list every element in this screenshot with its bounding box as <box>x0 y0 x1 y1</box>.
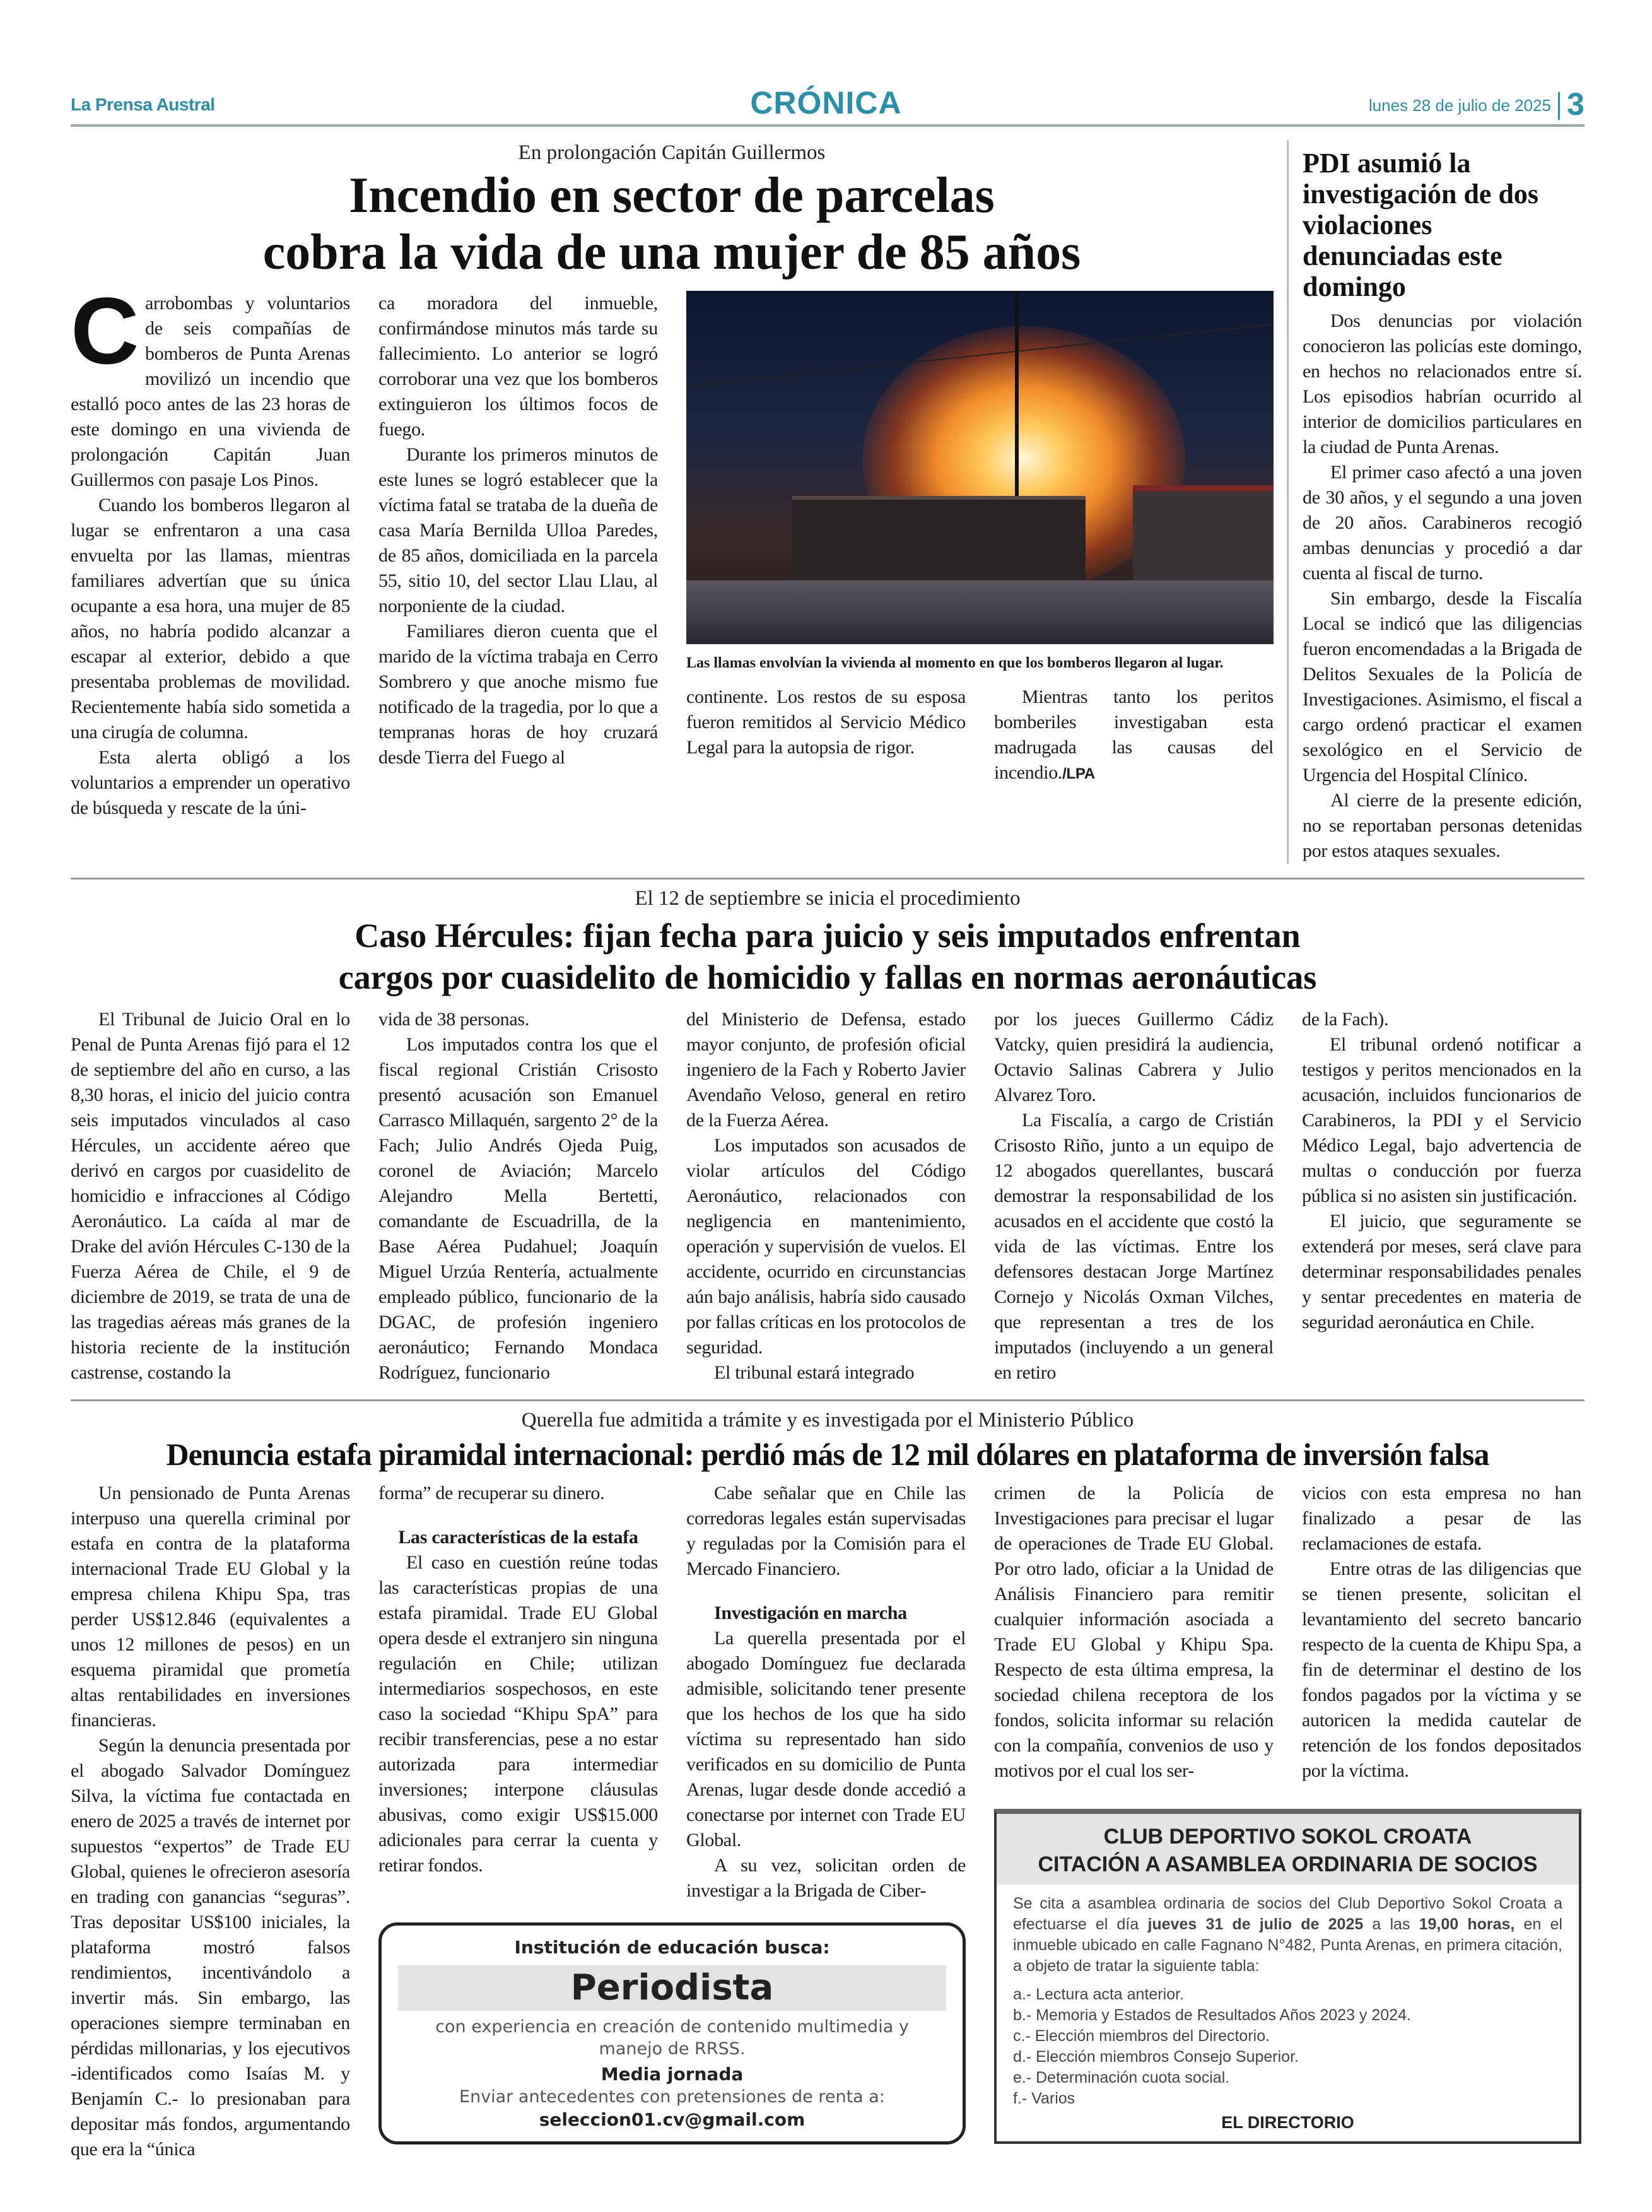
paragraph-text: de la Fach). <box>1302 1009 1389 1030</box>
hercules-headline-line: cargos por cuasidelito de homicidio y fallas en normas aeronáuticas <box>338 958 1317 996</box>
hercules-article <box>71 886 1585 1385</box>
column-text <box>994 1481 1274 1784</box>
estafa-article <box>71 1408 1585 2162</box>
paragraph <box>1302 1481 1581 1556</box>
column-text <box>686 685 966 760</box>
section-divider <box>71 878 1585 880</box>
paragraph-text: A su vez, solicitan orden de investigar a la Brigada de Ciber- <box>686 1855 966 1901</box>
hercules-headline-line: Caso Hércules: fijan fecha para juicio y seis imputados enfrentan <box>354 917 1301 955</box>
paragraph-text: vicios con esta empresa no han finalizado a pesar de las reclamaciones de estafa. <box>1302 1483 1581 1554</box>
fire-article <box>71 140 1273 821</box>
paragraph-text: El Tribunal de Juicio Oral en lo Penal de Punta Arenas fijó para el 12 de septiembre del año en curso, a las 8,30 horas, el inicio del juicio contra seis imputados vinculados al caso Hércules, un accidente aéreo que derivó en cargos por cuasidelito de homicidio e infracciones al Código Aeronáutico. La caída al mar de Drake del avión Hércules C-130 de la Fuerza Aérea de Chile, el 9 de diciembre de 2019, se trata de una de las tragedias aéreas más granes de la historia reciente de la institución castrense, costando la <box>71 1009 350 1383</box>
drop-cap: C <box>71 278 139 384</box>
column-text <box>686 1007 966 1385</box>
fire-column <box>994 685 1274 787</box>
estafa-kicker: Querella fue admitida a trámite y es investigada por el Ministerio Público <box>521 1409 1134 1432</box>
notice-subtitle: CITACIÓN A ASAMBLEA ORDINARIA DE SOCIOS <box>1038 1852 1538 1876</box>
column-text <box>378 291 658 770</box>
hercules-column <box>686 1007 966 1385</box>
estafa-column <box>1302 1481 1581 1784</box>
column-text <box>71 1481 350 2162</box>
burning-house <box>792 496 1086 592</box>
paragraph-text: Durante los primeros minutos de este lunes se logró establecer que la víctima fatal se trataba de la dueña de casa María Bernilda Ulloa Paredes, de 85 años, domiciliada en la parcela 55, sitio 10, del sector Llau Llau, al norponiente de la ciudad. <box>378 444 658 617</box>
section-divider <box>71 1399 1585 1401</box>
notice-text: a las <box>1363 1915 1419 1933</box>
paragraph-text: vida de 38 personas. <box>378 1009 529 1030</box>
paragraph <box>1302 1007 1581 1032</box>
paragraph <box>686 1133 966 1360</box>
estafa-column <box>378 1481 658 1878</box>
fire-headline-line: Incendio en sector de parcelas <box>349 168 995 223</box>
agenda-item: a.- Lectura acta anterior. <box>1013 1986 1184 2003</box>
notice-date: jueves 31 de julio de 2025 <box>1147 1915 1364 1933</box>
paragraph-text: Entre otras de las diligencias que se tienen presente, solicitan el levantamiento del secreto bancario respecto de la cuenta de Khipu Spa, a fin de determinar el destino de los fondos pagados por la víctima y se autoricen la medida cautelar de retención de los fondos depositados por la víctima. <box>1302 1558 1581 1781</box>
ground <box>686 580 1274 644</box>
paragraph-text: Los imputados son acusados de violar artículos del Código Aeronáutico, relacionados con negligencia en mantenimiento, operación y supervisión de vuelos. El accidente, ocurrido en circunstancias aún bajo análisis, habría sido causado por fallas críticas en los protocolos de seguridad. <box>686 1135 966 1358</box>
estafa-column <box>71 1481 350 2162</box>
hercules-kicker: El 12 de septiembre se inicia el procedimiento <box>635 887 1021 910</box>
paragraph-text: Sin embargo, desde la Fiscalía Local se indicó que las diligencias fueron encomendadas a la Brigada de Delitos Sexuales de la Policía de Investigaciones. Asimismo, el fiscal a cargo ordenó practicar el examen sexológico en el Servicio de Urgencia del Hospital Clínico. <box>1303 588 1582 785</box>
paragraph <box>1303 788 1582 864</box>
sidebar-column <box>1303 309 1582 864</box>
job-ad-schedule: Media jornada <box>600 2064 744 2085</box>
top-section <box>71 140 1585 864</box>
estafa-middle <box>378 1481 966 2144</box>
hercules-headline <box>71 915 1585 998</box>
hercules-column <box>994 1007 1274 1385</box>
agenda-list <box>997 1977 1579 2109</box>
job-ad-description: con experiencia en creación de contenido multimedia y manejo de RRSS. <box>435 2017 909 2059</box>
estafa-column <box>994 1481 1274 1784</box>
paragraph <box>686 1853 966 1903</box>
paragraph-text: El juicio, que seguramente se extenderá por meses, será clave para determinar responsabilidades penales y sentar precedentes en materia de seguridad aeronáutica en Chile. <box>1302 1211 1581 1332</box>
paragraph <box>686 1626 966 1853</box>
assembly-notice <box>994 1809 1581 2144</box>
column-text <box>686 1481 966 1903</box>
fire-headline-line: cobra la vida de una mujer de 85 años <box>262 224 1081 280</box>
fire-lower-columns <box>686 685 1274 787</box>
notice-text: en el inmueble ubicado en calle Fagnano N°482, Punta Arenas, en primera citación, a objeto de tratar la siguiente tabla: <box>1013 1915 1562 1975</box>
paragraph <box>686 1007 966 1133</box>
agenda-item: b.- Memoria y Estados de Resultados Años 2023 y 2024. <box>1013 2006 1411 2024</box>
newspaper-brand: La Prensa Austral <box>71 95 215 114</box>
job-ad-instructions: Enviar antecedentes con pretensiones de renta a: <box>459 2087 885 2107</box>
paragraph <box>71 1481 350 1733</box>
paragraph-text: continente. Los restos de su esposa fueron remitidos al Servicio Médico Legal para la autopsia de rigor. <box>686 686 966 758</box>
sidebar-article <box>1303 140 1582 864</box>
paragraph-text: Al cierre de la presente edición, no se reportaban personas detenidas por estos ataques sexuales. <box>1303 790 1582 861</box>
paragraph-text: Un pensionado de Punta Arenas interpuso una querella criminal por estafa en contra de la plataforma internacional Trade EU Global y la empresa chilena Khipu Spa, tras perder US$12.846 (equivalentes a unos 12 millones de pesos) en un esquema piramidal que prometía altas rentabilidades en inversiones financieras. <box>71 1483 350 1731</box>
paragraph-text: Los imputados contra los que el fiscal regional Cristián Crisosto presentó acusación son Emanuel Carrasco Millaquén, sargento 2° de la Fach; Julio Andrés Ojeda Puig, coronel de Aviación; Marcelo Alejandro Mella Bertetti, comandante de Escuadrilla, de la Base Aérea Pudahuel; Joaquín Miguel Urzúa Rentería, actualmente empleado público, funcionario de la DGAC, de profesión ingeniero aeronáutico; Fernando Mondaca Rodríguez, funcionario <box>378 1034 658 1383</box>
fire-kicker: En prolongación Capitán Guillermos <box>518 141 826 164</box>
subheading: Investigación en marcha <box>714 1603 907 1623</box>
estafa-headline: Denuncia estafa piramidal internacional: perdió más de 12 mil dólares en plataforma de inversión falsa <box>166 1437 1489 1472</box>
estafa-column <box>686 1481 966 1903</box>
fire-column <box>378 291 658 770</box>
agenda-item: e.- Determinación cuota social. <box>1013 2069 1230 2086</box>
column-text <box>1303 309 1582 864</box>
subheading: Las características de la estafa <box>398 1527 638 1548</box>
hercules-column <box>71 1007 350 1385</box>
job-ad <box>378 1922 966 2144</box>
notice-header <box>997 1814 1579 1885</box>
paragraph <box>378 1550 658 1878</box>
paragraph <box>71 1733 350 2162</box>
paragraph-text: Esta alerta obligó a los voluntarios a emprender un operativo de búsqueda y rescate de la úni- <box>71 747 350 819</box>
paragraph-text: Cuando los bomberos llegaron al lugar se enfrentaron a una casa envuelta por las llamas, mientras familiares advertían que su única ocupante a esa hora, una mujer de 85 años, no habría podido alcanzar a escapar al exterior, debido a que presentaba problemas de movilidad. Recientemente había sido sometida a una cirugía de columna. <box>71 495 350 743</box>
paragraph-text: El caso en cuestión reúne todas las características propias de una estafa piramidal. Trade EU Global opera desde el extranjero sin ninguna regulación en Chile; utilizan intermediarios sospechosos, en este caso la sociedad “Khipu SpA” para recibir transferencias, pese a no estar autorizada para intermediar inversiones; interpone cláusulas abusivas, como exigir US$15.000 adicionales para cerrar la cuenta y retirar fondos. <box>378 1552 658 1876</box>
estafa-body <box>71 1481 1585 2162</box>
column-text <box>1302 1007 1581 1335</box>
column-text <box>71 1007 350 1385</box>
paragraph-text: Según la denuncia presentada por el abogado Salvador Domínguez Silva, la víctima fue contactada en enero de 2025 a través de internet por supuestos “expertos” de Trade EU Global, quienes le ofrecieron asesoría en trading con ganancias “seguras”. Tras depositar US$100 iniciales, la plataforma mostró falsos rendimientos, incentivándolo a invertir más. Sin embargo, las operaciones siempre terminaban en pérdidas millonarias, y los ejecutivos -identificados como Isaías M. y Benjamín C.- lo presionaban para depositar más fondos, argumentando que era la “única <box>71 1735 350 2160</box>
paragraph <box>1302 1209 1581 1335</box>
page-body <box>71 140 1585 2162</box>
paragraph <box>71 493 350 745</box>
paragraph-text: La Fiscalía, a cargo de Cristián Crisosto Riño, junto a un equipo de 12 abogados querellantes, buscará demostrar la responsabilidad de los acusados en el accidente que costó la vida de las víctimas. Entre los defensores destacan Jorge Martínez Cornejo y Nicolás Oxman Vilches, que representan a tres de los imputados (incluyendo a un general en retiro <box>994 1110 1274 1383</box>
fire-column <box>686 685 966 760</box>
notice-signature: EL DIRECTORIO <box>1221 2113 1354 2132</box>
fire-photo-block <box>686 291 1274 787</box>
page-number: 3 <box>1567 86 1585 122</box>
paragraph <box>1303 309 1582 460</box>
paragraph-text: forma” de recuperar su dinero. <box>378 1483 605 1503</box>
job-ad-lead: Institución de educación busca: <box>514 1937 830 1958</box>
paragraph <box>686 685 966 760</box>
notice-title: CLUB DEPORTIVO SOKOL CROATA <box>1103 1825 1472 1849</box>
paragraph-text: El primer caso afectó a una joven de 30 años, y el segundo a una joven de 20 años. Carabineros recogió ambas denuncias y procedió a dar cuenta al fiscal de turno. <box>1303 462 1582 584</box>
paragraph <box>1303 586 1582 788</box>
column-text <box>378 1007 658 1385</box>
photo-caption: Las llamas envolvían la vivienda al momento en que los bomberos llegaron al lugar. <box>686 655 1224 672</box>
fire-photo <box>686 291 1274 644</box>
fire-body <box>71 278 1274 821</box>
paragraph <box>71 1007 350 1385</box>
masthead-divider <box>1558 92 1560 120</box>
column-text <box>1302 1481 1581 1784</box>
paragraph-text: crimen de la Policía de Investigaciones para precisar el lugar de operaciones de Trade EU Global. Por otro lado, oficiar a la Unidad de Análisis Financiero para remitir cualquier información asociada a Trade EU Global y Khipu Spa. Respecto de esta última empresa, la sociedad chilena receptora de los fondos, solicita informar su relación con la compañía, convenios de uso y motivos por el cual los ser- <box>994 1483 1274 1781</box>
paragraph <box>378 1481 658 1506</box>
paragraph-text: por los jueces Guillermo Cádiz Vatcky, quien presidirá la audiencia, Octavio Salinas Cabrera y Julio Alvarez Toro. <box>994 1009 1274 1105</box>
paragraph <box>994 1481 1274 1784</box>
column-rule <box>1287 140 1289 864</box>
paragraph-text: ca moradora del inmueble, confirmándose minutos más tarde su fallecimiento. Lo anterior se logró corroborar una vez que los bomberos extinguieron los últimos focos de fuego. <box>378 293 658 440</box>
paragraph <box>994 1007 1274 1108</box>
paragraph <box>378 442 658 619</box>
job-ad-email-link[interactable]: seleccion01.cv@gmail.com <box>539 2109 805 2130</box>
estafa-right <box>994 1481 1581 2144</box>
paragraph-text: Mientras tanto los peritos bomberiles investigaban esta madrugada las causas del incendio. <box>994 686 1274 784</box>
paragraph <box>1302 1556 1581 1784</box>
hercules-body <box>71 1007 1585 1385</box>
paragraph-text: Cabe señalar que en Chile las corredoras legales están supervisadas y reguladas por la Comisión para el Mercado Financiero. <box>686 1483 966 1579</box>
paragraph <box>71 745 350 821</box>
section-title: CRÓNICA <box>750 85 902 121</box>
paragraph <box>994 1108 1274 1385</box>
job-ad-role: Periodista <box>398 1965 946 2011</box>
paragraph-text: Dos denuncias por violación conocieron las policías este domingo, en hechos no relacionados entre sí. Los episodios habrían ocurrido al interior de domicilios particulares en la ciudad de Punta Arenas. <box>1303 310 1582 457</box>
paragraph <box>686 1360 966 1385</box>
paragraph-text: La querella presentada por el abogado Domínguez fue declarada admisible, solicitando tener presente que los hechos de los que ha sido víctima su representado han sido verificados en su domicilio de Punta Arenas, lugar desde donde accedió a conectarse por internet con Trade EU Global. <box>686 1628 966 1850</box>
notice-text: Se cita a asamblea ordinaria de socios del Club Deportivo Sokol Croata a efectuarse el día <box>1013 1895 1562 1933</box>
paragraph-text: arrobombas y voluntarios de seis compañías de bomberos de Punta Arenas movilizó un incendio que estalló poco antes de las 23 horas de este domingo en una vivienda de prolongación Capitán Juan Guillermos con pasaje Los Pinos. <box>71 293 350 491</box>
column-text <box>994 685 1274 787</box>
sidebar-headline: PDI asumió la investigación de dos violaciones denunciadas este domingo <box>1303 148 1539 302</box>
notice-body <box>997 1885 1579 1977</box>
agenda-item: d.- Elección miembros Consejo Superior. <box>1013 2048 1299 2066</box>
hercules-column <box>1302 1007 1581 1335</box>
paragraph <box>994 685 1274 787</box>
column-text <box>378 1481 658 1878</box>
agenda-item: c.- Elección miembros del Directorio. <box>1013 2027 1270 2045</box>
issue-date: lunes 28 de julio de 2025 <box>1368 96 1551 115</box>
paragraph <box>686 1481 966 1582</box>
masthead-rule <box>71 124 1585 127</box>
paragraph <box>378 1032 658 1385</box>
paragraph <box>378 291 658 442</box>
paragraph-text: El tribunal ordenó notificar a testigos y peritos mencionados en la acusación, incluidos funcionarios de Carabineros, la PDI y el Servicio Médico Legal, bajo advertencia de multas o conducción por fuerza pública si no asisten sin justificación. <box>1302 1034 1581 1206</box>
agenda-item: f.- Varios <box>1013 2090 1075 2107</box>
paragraph <box>1302 1032 1581 1209</box>
paragraph <box>1303 460 1582 586</box>
paragraph <box>378 619 658 770</box>
paragraph-text: del Ministerio de Defensa, estado mayor conjunto, de profesión oficial ingeniero de la Fach y Roberto Javier Avendaño Veloso, general en retiro de la Fuerza Aérea. <box>686 1009 966 1131</box>
column-text <box>994 1007 1274 1385</box>
fire-column <box>71 278 350 821</box>
notice-time: 19,00 horas, <box>1419 1915 1515 1933</box>
paragraph-text: Familiares dieron cuenta que el marido de la víctima trabaja en Cerro Sombrero y que anoche mismo fue notificado de la tragedia, por lo que a tempranas horas de hoy cruzará desde Tierra del Fuego al <box>378 621 658 768</box>
fire-headline <box>71 168 1273 281</box>
paragraph-text: El tribunal estará integrado <box>714 1362 915 1383</box>
paragraph <box>378 1007 658 1032</box>
hercules-column <box>378 1007 658 1385</box>
byline-credit: /LPA <box>1062 765 1095 783</box>
